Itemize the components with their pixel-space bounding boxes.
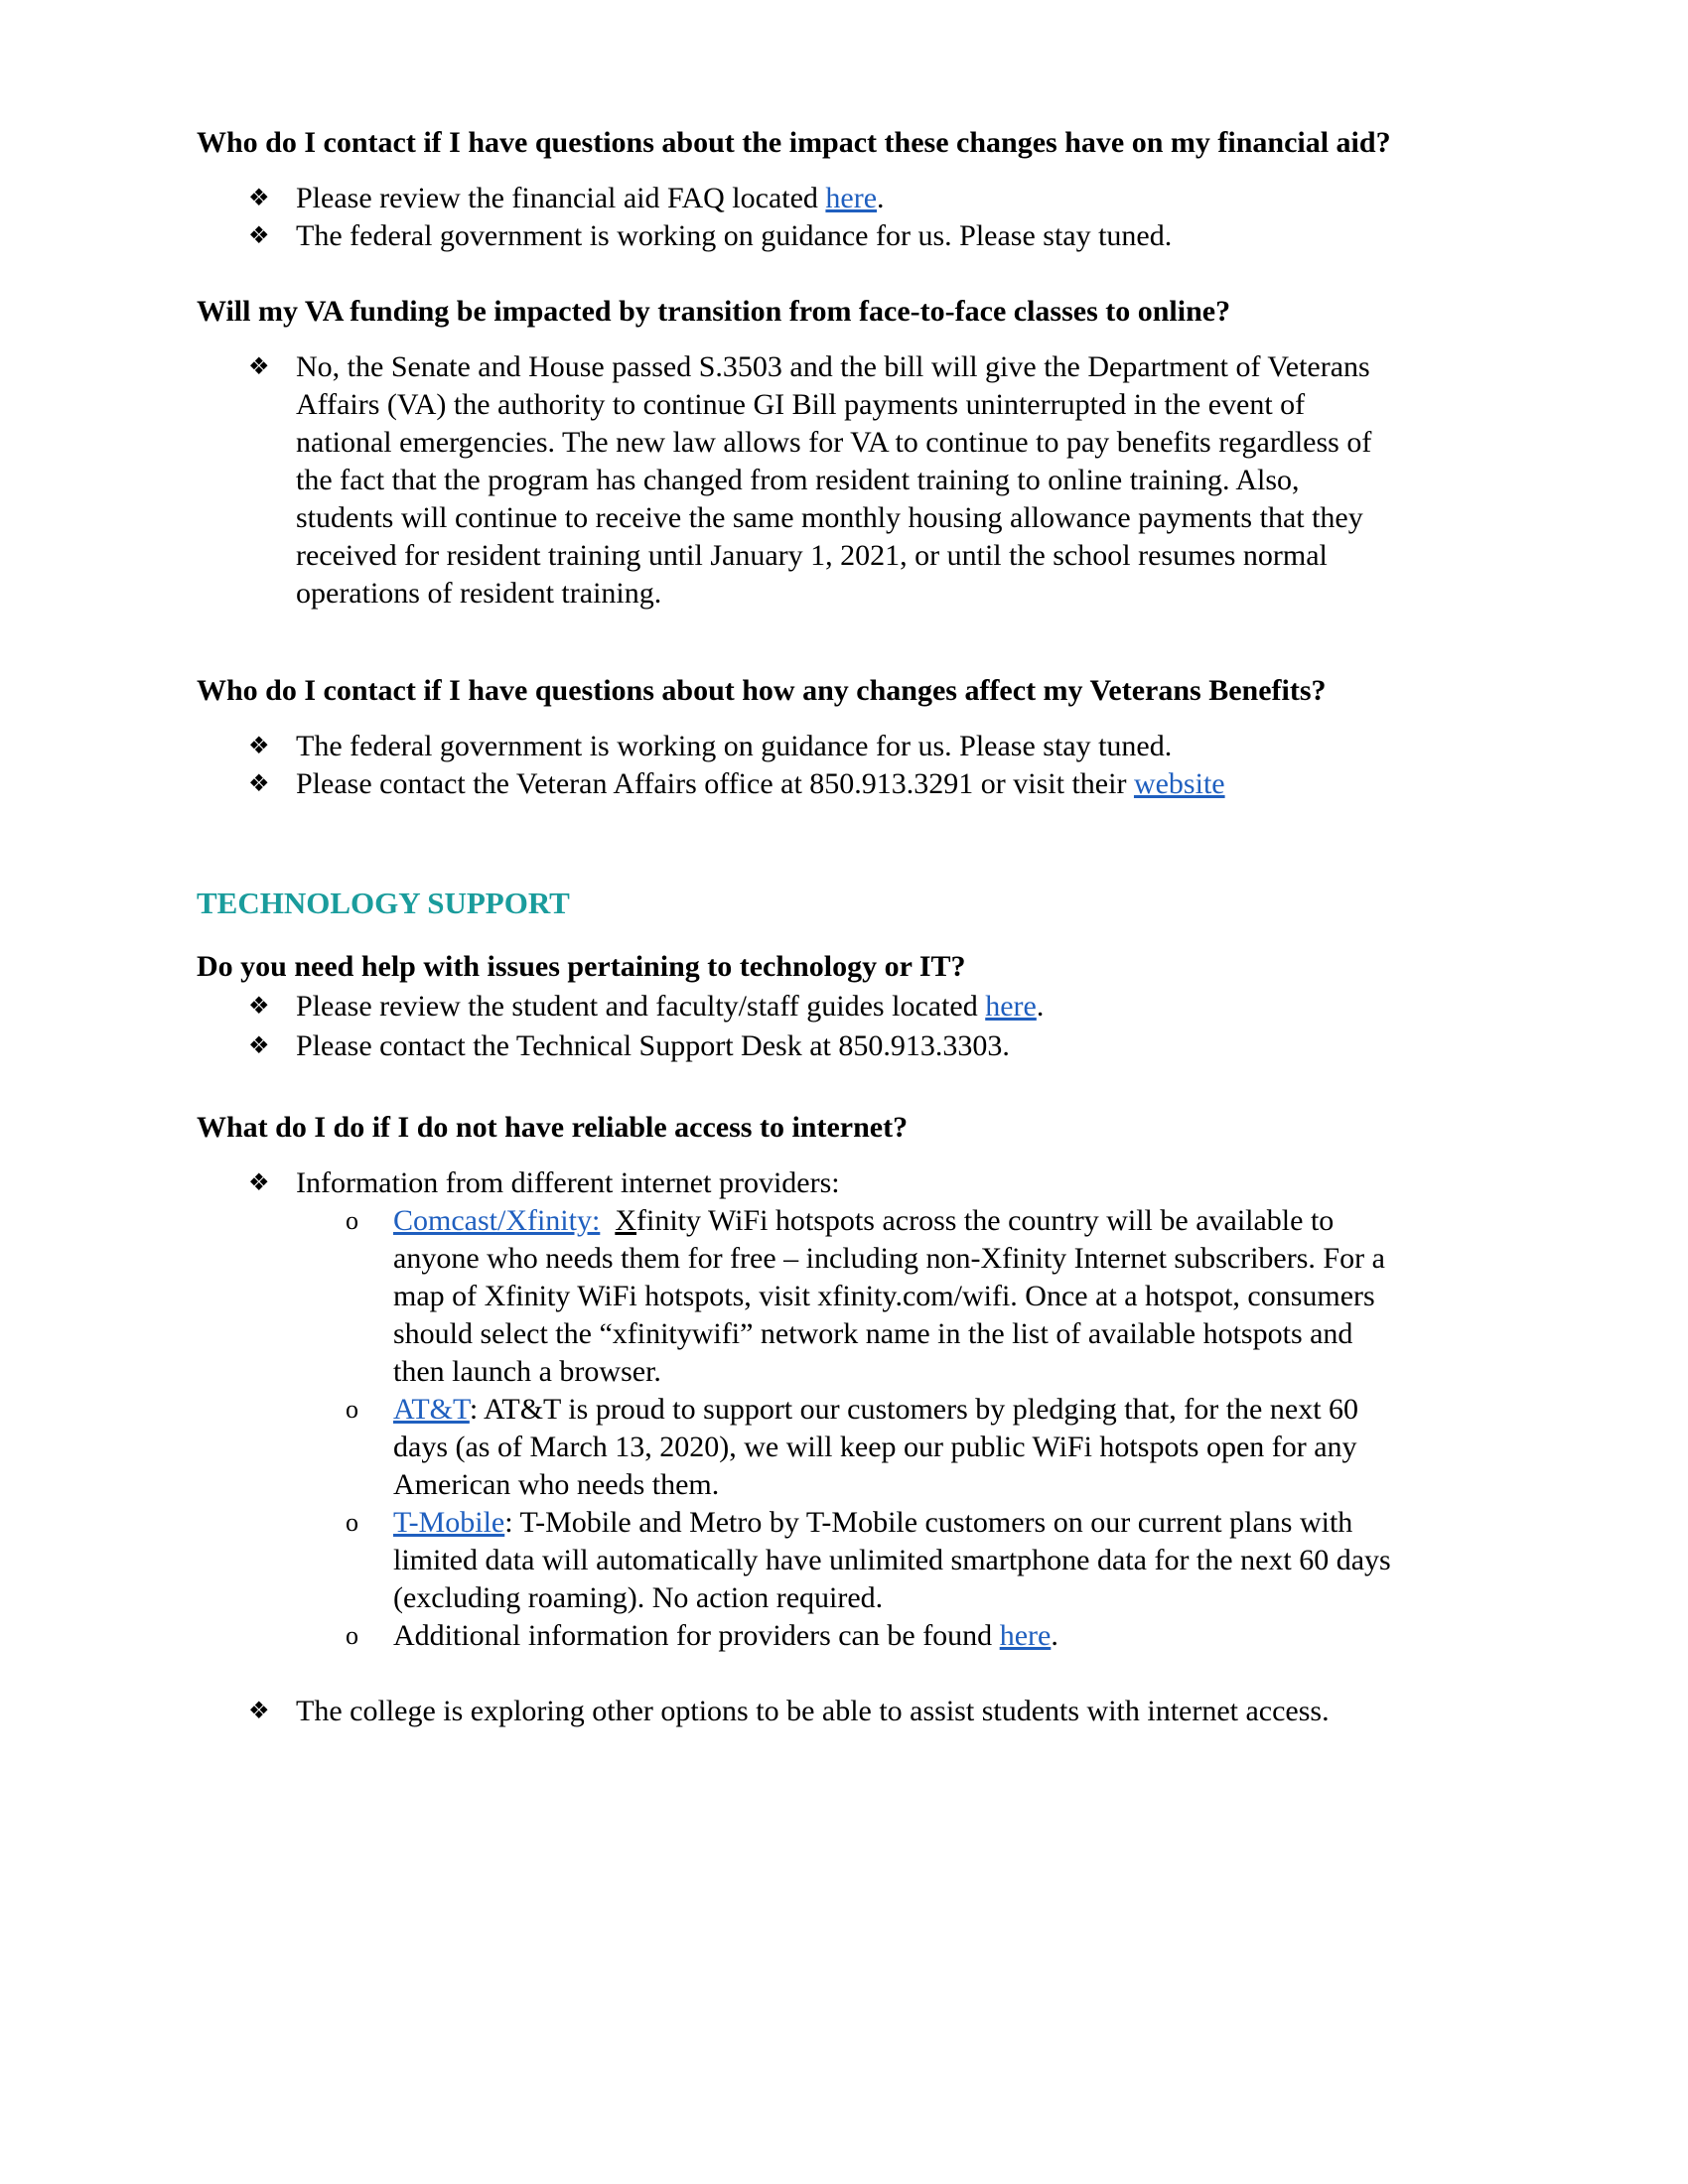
text-line: operations of resident training. xyxy=(296,577,662,610)
text-line: American who needs them. xyxy=(393,1468,720,1501)
text-line: (excluding roaming). No action required. xyxy=(393,1581,884,1614)
diamond-bullet-icon: ❖ xyxy=(248,771,270,797)
circle-bullet-icon: o xyxy=(346,1621,358,1650)
section-heading-technology-support: TECHNOLOGY SUPPORT xyxy=(197,886,570,920)
diamond-bullet-icon: ❖ xyxy=(248,734,270,759)
text-line: finity WiFi hotspots across the country will be available to xyxy=(636,1204,1335,1237)
text-line: : AT&T is proud to support our customers by pledging that, for the next 60 xyxy=(469,1393,1359,1426)
text-line: Affairs (VA) the authority to continue GI Bill payments uninterrupted in the event of xyxy=(296,388,1306,421)
text-line: the fact that the program has changed from resident training to online training. Also, xyxy=(296,464,1300,496)
comcast-xfinity-link[interactable]: Comcast/Xfinity: xyxy=(393,1204,601,1237)
circle-bullet-icon: o xyxy=(346,1395,358,1424)
text-line: map of Xfinity WiFi hotspots, visit xfinity.com/wifi. Once at a hotspot, consumers xyxy=(393,1280,1375,1312)
diamond-bullet-icon: ❖ xyxy=(248,354,270,380)
va-answer xyxy=(296,348,1537,613)
bullet-text: The federal government is working on guidance for us. Please stay tuned. xyxy=(296,730,1173,762)
text-line: students will continue to receive the same monthly housing allowance payments that they xyxy=(296,501,1363,534)
it-guides-link[interactable]: here xyxy=(985,990,1037,1023)
text-line: limited data will automatically have unlimited smartphone data for the next 60 days xyxy=(393,1544,1391,1576)
text-line: days (as of March 13, 2020), we will keep our public WiFi hotspots open for any xyxy=(393,1431,1357,1463)
additional-providers-link[interactable]: here xyxy=(999,1619,1052,1652)
text-line: national emergencies. The new law allows for VA to continue to pay benefits regardless of xyxy=(296,426,1372,459)
circle-bullet-icon: o xyxy=(346,1206,358,1235)
text-line: No, the Senate and House passed S.3503 and the bill will give the Department of Veterans xyxy=(296,350,1370,383)
bullet-text: Please contact the Veteran Affairs office at 850.913.3291 or visit their xyxy=(296,767,1134,800)
punctuation: . xyxy=(1036,990,1045,1023)
bullet-text: Information from different internet providers: xyxy=(296,1166,840,1199)
bullet-text: Please contact the Technical Support Desk at 850.913.3303. xyxy=(296,1029,1010,1062)
circle-bullet-icon: o xyxy=(346,1508,358,1537)
text-line: then launch a browser. xyxy=(393,1355,661,1388)
text-line: anyone who needs them for free – including non-Xfinity Internet subscribers. For a xyxy=(393,1242,1385,1275)
diamond-bullet-icon: ❖ xyxy=(248,186,270,211)
bullet-text: Please review the student and faculty/staff guides located xyxy=(296,990,986,1023)
veteran-affairs-website-link[interactable]: website xyxy=(1133,767,1225,800)
tmobile-link[interactable]: T-Mobile xyxy=(393,1506,505,1539)
question-internet-access: What do I do if I do not have reliable access to internet? xyxy=(197,1111,909,1144)
punctuation: . xyxy=(877,182,885,214)
bullet-text: The federal government is working on guidance for us. Please stay tuned. xyxy=(296,219,1173,252)
punctuation: . xyxy=(1051,1619,1058,1652)
question-financial-aid: Who do I contact if I have questions about the impact these changes have on my financial aid? xyxy=(197,126,1391,159)
diamond-bullet-icon: ❖ xyxy=(248,1699,270,1724)
diamond-bullet-icon: ❖ xyxy=(248,1170,270,1196)
text-line: received for resident training until January 1, 2021, or until the school resumes normal xyxy=(296,539,1328,572)
question-veterans-benefits: Who do I contact if I have questions about how any changes affect my Veterans Benefits? xyxy=(197,674,1327,707)
bullet-text: Please review the financial aid FAQ located xyxy=(296,182,826,214)
text-line: : T-Mobile and Metro by T-Mobile customers on our current plans with xyxy=(504,1506,1353,1539)
bullet-text: The college is exploring other options to be able to assist students with internet access. xyxy=(296,1695,1330,1727)
question-va-funding: Will my VA funding be impacted by transition from face-to-face classes to online? xyxy=(197,295,1231,328)
diamond-bullet-icon: ❖ xyxy=(248,1033,270,1059)
question-it-help: Do you need help with issues pertaining to technology or IT? xyxy=(197,950,966,983)
diamond-bullet-icon: ❖ xyxy=(248,223,270,249)
financial-aid-faq-link[interactable]: here xyxy=(825,182,878,214)
diamond-bullet-icon: ❖ xyxy=(248,994,270,1020)
att-link[interactable]: AT&T xyxy=(393,1393,470,1426)
bullet-text: Additional information for providers can be found xyxy=(393,1619,1000,1652)
underlined-letter: X xyxy=(615,1204,636,1237)
text-line: should select the “xfinitywifi” network name in the list of available hotspots and xyxy=(393,1317,1353,1350)
